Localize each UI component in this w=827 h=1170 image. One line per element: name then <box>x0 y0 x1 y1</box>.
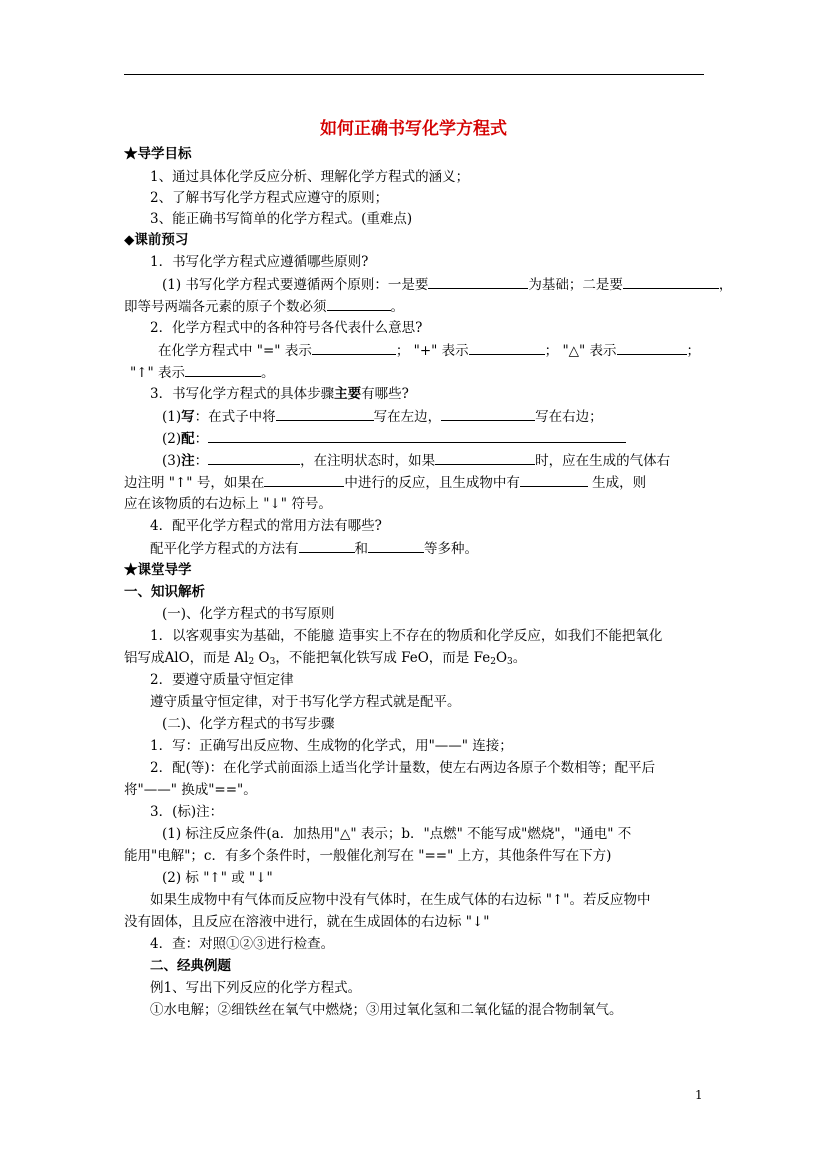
preview-question-4: 4．配平化学方程式的常用方法有哪些? <box>150 518 382 534</box>
step-3-arrows-desc-cont: 没有固体，且反应在溶液中进行，就在生成固体的右边标 "↓" <box>124 914 490 930</box>
blank[interactable] <box>208 428 626 443</box>
goal-item-1: 1、通过具体化学反应分析、理解化学方程式的涵义； <box>150 169 470 185</box>
header-rule <box>124 74 704 75</box>
step-2-cont: 将"——" 换成"=="。 <box>124 782 257 798</box>
principle-1: 1．以客观事实为基础，不能臆 造事实上不存在的物质和化学反应，如我们不能把氧化 <box>150 628 663 644</box>
step-annotate-line-c: 应在该物质的右边标上 "↓" 符号。 <box>124 496 332 512</box>
preview-question-2: 2．化学方程式中的各种符号各代表什么意思? <box>150 320 423 336</box>
page-number: 1 <box>695 1088 703 1102</box>
step-3: 3．(标)注： <box>150 804 224 820</box>
preview-q4-answer: 配平化学方程式的方法有 和 等多种。 <box>150 538 478 559</box>
principle-2-desc: 遵守质量守恒定律，对于书写化学方程式就是配平。 <box>150 694 461 710</box>
step-4: 4．查：对照①②③进行检查。 <box>150 936 335 952</box>
section-1-heading: 一、知识解析 <box>124 584 205 600</box>
goals-heading: ★导学目标 <box>124 146 192 162</box>
blank[interactable] <box>264 472 344 487</box>
step-1: 1．写：正确写出反应物、生成物的化学式，用"——" 连接； <box>150 738 513 754</box>
step-write: (1)写：在式子中将 写在左边， 写在右边； <box>162 406 603 427</box>
step-3-arrows: (2) 标 "↑" 或 "↓" <box>162 870 273 886</box>
goal-item-3: 3、能正确书写简单的化学方程式。(重难点) <box>150 211 413 227</box>
blank[interactable] <box>623 274 719 289</box>
blank[interactable] <box>617 340 687 355</box>
blank[interactable] <box>299 538 355 553</box>
page-title: 如何正确书写化学方程式 <box>320 119 507 139</box>
preview-q1-line-b: 即等号两端各元素的原子个数必须 。 <box>124 296 404 317</box>
preview-heading: ◆课前预习 <box>124 232 189 248</box>
blank[interactable] <box>327 296 391 311</box>
goal-item-2: 2、了解书写化学方程式应遵守的原则； <box>150 190 389 206</box>
subsection-principles: (一)、化学方程式的书写原则 <box>162 606 335 622</box>
step-3-conditions: (1) 标注反应条件(a．加热用"△" 表示；b．"点燃" 不能写成"燃烧"，"通电" 不 <box>162 826 632 842</box>
example-1: 例1、写出下列反应的化学方程式。 <box>150 980 362 996</box>
blank[interactable] <box>469 340 545 355</box>
preview-q1-line-a: (1) 书写化学方程式要遵循两个原则：一是要 为基础；二是要 ， <box>162 274 732 295</box>
blank[interactable] <box>441 406 535 421</box>
step-2: 2．配(等)：在化学式前面添上适当化学计量数，使左右两边各原子个数相等；配平后 <box>150 760 656 776</box>
step-3-conditions-cont: 能用"电解"；c．有多个条件时，一般催化剂写在 "==" 上方，其他条件写在下方) <box>124 848 612 864</box>
preview-question-1: 1．书写化学方程式应遵循哪些原则? <box>150 254 369 270</box>
step-balance: (2)配： <box>162 428 626 449</box>
section-2-heading: 二、经典例题 <box>150 958 231 974</box>
blank[interactable] <box>428 274 528 289</box>
blank[interactable] <box>520 472 588 487</box>
principle-1-cont: 铝写成AlO，而是 $Al_2$ $O_3$，不能把氧化铁写成 FeO，而是 $Fe_2O_3$。 <box>124 650 527 667</box>
preview-q2-line-a: 在化学方程式中 "=" 表示 ； "+" 表示 ； "△" 表示 ； <box>158 340 700 361</box>
blank[interactable] <box>185 362 261 377</box>
step-annotate: (3)注： ，在注明状态时，如果 时，应在生成的气体右 <box>162 450 670 471</box>
class-heading: ★课堂导学 <box>124 562 192 578</box>
blank[interactable] <box>368 538 424 553</box>
step-annotate-line-b: 边注明 "↑" 号，如果在 中进行的反应，且生成物中有 生成，则 <box>124 472 646 493</box>
blank[interactable] <box>276 406 374 421</box>
example-1-items: ①水电解；②细铁丝在氧气中燃烧；③用过氧化氢和二氧化锰的混合物制氧气。 <box>150 1002 623 1018</box>
subsection-steps: (二)、化学方程式的书写步骤 <box>162 716 335 732</box>
step-3-arrows-desc: 如果生成物中有气体而反应物中没有气体时，在生成气体的右边标 "↑"。若反应物中 <box>150 892 651 908</box>
blank[interactable] <box>208 450 300 465</box>
blank[interactable] <box>312 340 396 355</box>
preview-q2-line-b: "↑" 表示 。 <box>130 362 275 383</box>
principle-2: 2．要遵守质量守恒定律 <box>150 672 294 688</box>
preview-question-3: 3．书写化学方程式的具体步骤主要有哪些? <box>150 386 409 402</box>
blank[interactable] <box>435 450 535 465</box>
